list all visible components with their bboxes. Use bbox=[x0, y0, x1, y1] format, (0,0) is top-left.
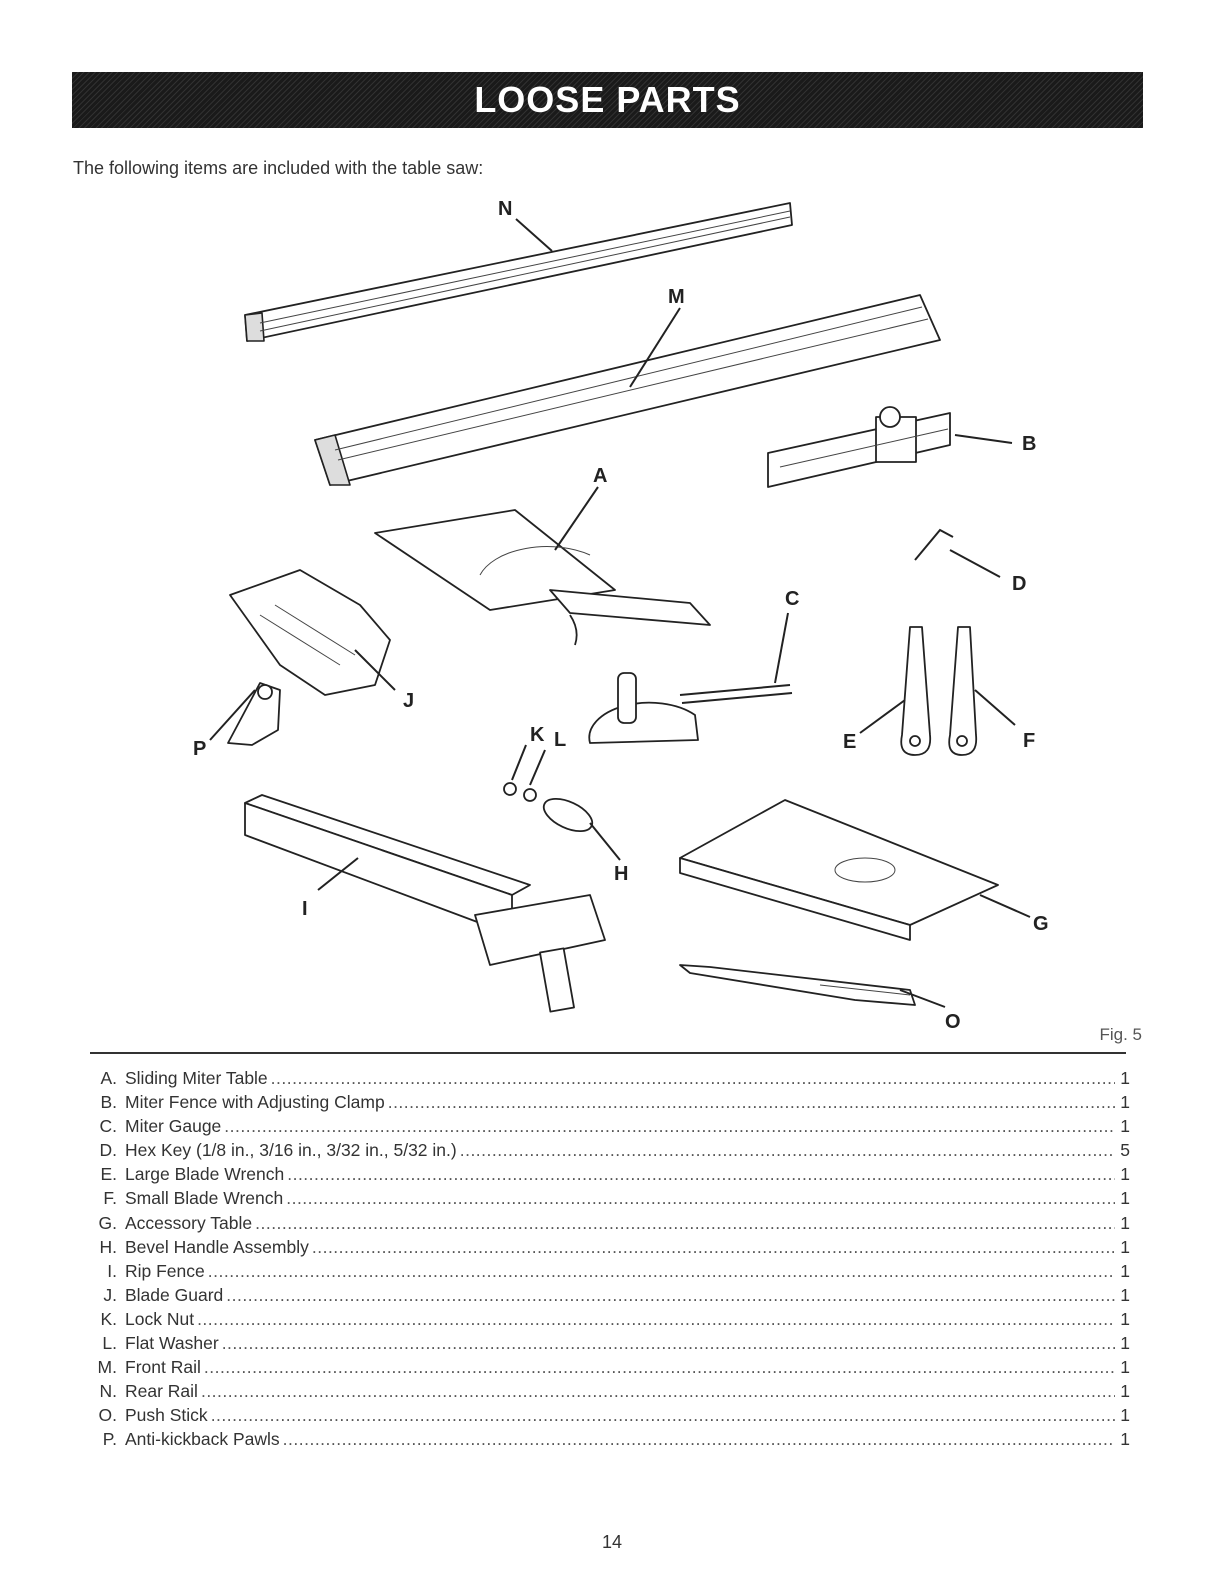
label-c: C bbox=[785, 588, 800, 610]
label-d: D bbox=[1012, 573, 1027, 595]
part-qty: 1 bbox=[1120, 1333, 1130, 1354]
label-h: H bbox=[614, 863, 629, 885]
part-qty: 1 bbox=[1120, 1164, 1130, 1185]
leader-dots bbox=[222, 1333, 1115, 1354]
part-letter: K. bbox=[100, 1308, 117, 1329]
part-name: Accessory Table bbox=[125, 1212, 253, 1233]
leader-dots bbox=[460, 1140, 1115, 1161]
section-banner bbox=[72, 72, 1143, 128]
part-qty: 1 bbox=[1120, 1405, 1130, 1426]
list-item bbox=[72, 1405, 1130, 1429]
part-qty: 1 bbox=[1120, 1429, 1130, 1450]
part-qty: 1 bbox=[1120, 1236, 1130, 1257]
part-name: Large Blade Wrench bbox=[125, 1164, 285, 1185]
leader-dots bbox=[287, 1164, 1115, 1185]
leader-dots bbox=[255, 1213, 1115, 1234]
part-name: Small Blade Wrench bbox=[125, 1188, 284, 1209]
leader-dots bbox=[211, 1405, 1115, 1426]
part-letter: M. bbox=[97, 1357, 117, 1378]
label-m: M bbox=[668, 286, 685, 308]
list-item bbox=[72, 1140, 1130, 1164]
figure-caption: Fig. 5 bbox=[1099, 1025, 1142, 1044]
push-stick-drawing bbox=[680, 965, 915, 1005]
leader-dots bbox=[312, 1237, 1115, 1258]
list-item bbox=[72, 1116, 1130, 1140]
leader-dots bbox=[201, 1381, 1115, 1402]
section-title: LOOSE PARTS bbox=[474, 79, 741, 120]
list-item bbox=[72, 1381, 1130, 1405]
part-letter: P. bbox=[102, 1429, 117, 1450]
rear-rail-drawing bbox=[245, 203, 792, 341]
list-item bbox=[72, 1164, 1130, 1188]
list-item bbox=[72, 1213, 1130, 1237]
leader-dots bbox=[204, 1357, 1115, 1378]
part-letter: H. bbox=[99, 1236, 117, 1257]
part-qty: 1 bbox=[1120, 1116, 1130, 1137]
list-item bbox=[72, 1429, 1130, 1453]
rip-fence-drawing bbox=[245, 795, 605, 1012]
label-o: O bbox=[945, 1011, 961, 1030]
part-name: Rear Rail bbox=[125, 1381, 198, 1402]
part-letter: J. bbox=[103, 1284, 117, 1305]
list-item bbox=[72, 1261, 1130, 1285]
list-item bbox=[72, 1068, 1130, 1092]
part-name: Anti-kickback Pawls bbox=[125, 1429, 280, 1450]
blade-guard-drawing bbox=[230, 570, 390, 695]
part-name: Bevel Handle Assembly bbox=[125, 1236, 309, 1257]
label-a: A bbox=[593, 465, 608, 487]
part-qty: 1 bbox=[1120, 1260, 1130, 1281]
label-b: B bbox=[1022, 433, 1037, 455]
part-qty: 1 bbox=[1120, 1188, 1130, 1209]
part-qty: 1 bbox=[1120, 1092, 1130, 1113]
part-qty: 1 bbox=[1120, 1068, 1130, 1088]
leader-dots bbox=[226, 1285, 1115, 1306]
part-name: Miter Gauge bbox=[125, 1116, 222, 1137]
bevel-handle-drawing bbox=[539, 792, 597, 838]
list-item bbox=[72, 1092, 1130, 1116]
part-name: Miter Fence with Adjusting Clamp bbox=[125, 1092, 385, 1113]
leader-dots bbox=[283, 1429, 1115, 1450]
part-name: Blade Guard bbox=[125, 1284, 224, 1305]
blade-wrenches-drawing bbox=[901, 627, 976, 755]
leader-dots bbox=[388, 1092, 1115, 1113]
label-l: L bbox=[554, 729, 567, 751]
part-letter: F. bbox=[103, 1188, 117, 1209]
label-p: P bbox=[193, 738, 207, 760]
part-qty: 1 bbox=[1120, 1357, 1130, 1378]
accessory-table-drawing bbox=[680, 800, 998, 940]
label-k: K bbox=[530, 724, 545, 746]
sliding-miter-table-drawing bbox=[375, 510, 710, 645]
parts-list bbox=[72, 1068, 1130, 1454]
part-name: Sliding Miter Table bbox=[125, 1068, 268, 1088]
hex-key-drawing bbox=[915, 530, 953, 560]
part-letter: I. bbox=[107, 1260, 117, 1281]
label-f: F bbox=[1023, 730, 1036, 752]
page-number: 14 bbox=[601, 1532, 623, 1552]
part-letter: D. bbox=[99, 1140, 117, 1161]
list-item bbox=[72, 1309, 1130, 1333]
part-name: Flat Washer bbox=[125, 1333, 219, 1354]
list-item bbox=[72, 1237, 1130, 1261]
label-g: G bbox=[1033, 913, 1049, 935]
list-item bbox=[72, 1188, 1130, 1212]
part-letter: E. bbox=[100, 1164, 117, 1185]
part-name: Push Stick bbox=[125, 1405, 208, 1426]
part-name: Rip Fence bbox=[125, 1260, 205, 1281]
label-i: I bbox=[302, 898, 308, 920]
part-name: Lock Nut bbox=[125, 1308, 195, 1329]
leader-dots bbox=[197, 1309, 1115, 1330]
part-qty: 5 bbox=[1120, 1140, 1130, 1161]
list-item bbox=[72, 1285, 1130, 1309]
leader-dots bbox=[286, 1188, 1115, 1209]
part-letter: O. bbox=[98, 1405, 117, 1426]
part-letter: C. bbox=[99, 1116, 117, 1137]
part-qty: 1 bbox=[1120, 1212, 1130, 1233]
divider bbox=[90, 1052, 1126, 1054]
miter-fence-drawing bbox=[768, 407, 950, 487]
part-name: Hex Key (1/8 in., 3/16 in., 3/32 in., 5/32 in.) bbox=[125, 1140, 457, 1161]
part-qty: 1 bbox=[1120, 1284, 1130, 1305]
leader-dots bbox=[224, 1116, 1115, 1137]
part-letter: B. bbox=[100, 1092, 117, 1113]
leader-dots bbox=[271, 1068, 1115, 1089]
parts-illustration bbox=[150, 195, 1110, 1030]
list-item bbox=[72, 1333, 1130, 1357]
part-letter: A. bbox=[100, 1068, 117, 1088]
label-j: J bbox=[403, 690, 415, 712]
part-qty: 1 bbox=[1120, 1381, 1130, 1402]
part-letter: L. bbox=[102, 1333, 117, 1354]
label-e: E bbox=[843, 731, 857, 753]
part-name: Front Rail bbox=[125, 1357, 201, 1378]
list-item bbox=[72, 1357, 1130, 1381]
leader-dots bbox=[208, 1261, 1115, 1282]
label-n: N bbox=[498, 198, 513, 220]
miter-gauge-drawing bbox=[589, 673, 792, 743]
part-letter: N. bbox=[99, 1381, 117, 1402]
lock-nut-washer-drawing bbox=[504, 783, 536, 801]
part-qty: 1 bbox=[1120, 1308, 1130, 1329]
intro-text: The following items are included with the table saw: bbox=[73, 158, 484, 178]
part-letter: G. bbox=[98, 1212, 117, 1233]
